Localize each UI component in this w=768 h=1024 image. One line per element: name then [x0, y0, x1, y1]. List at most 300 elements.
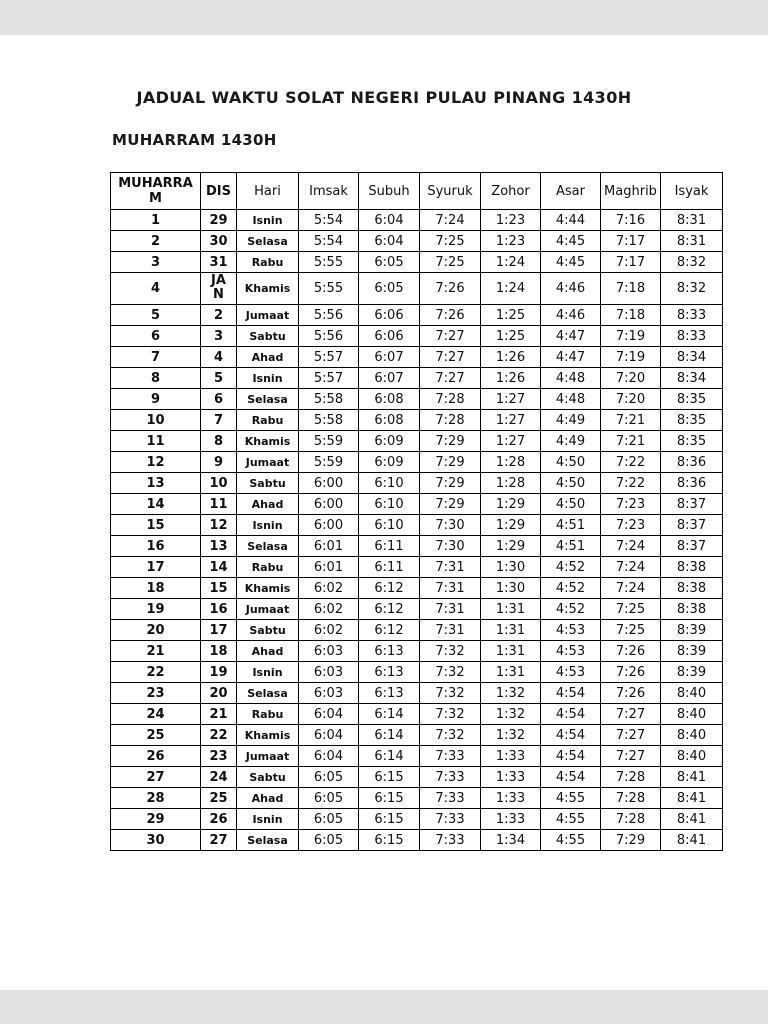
cell-hari: Selasa [237, 683, 299, 704]
cell-muharram: 19 [111, 599, 201, 620]
cell-zohor: 1:30 [481, 557, 541, 578]
cell-asar: 4:44 [541, 210, 601, 231]
cell-hari: Rabu [237, 557, 299, 578]
column-header-zohor: Zohor [481, 173, 541, 210]
cell-imsak: 5:57 [299, 368, 359, 389]
cell-zohor: 1:27 [481, 431, 541, 452]
cell-imsak: 6:02 [299, 620, 359, 641]
cell-muharram: 6 [111, 326, 201, 347]
cell-subuh: 6:14 [359, 704, 420, 725]
cell-imsak: 5:54 [299, 210, 359, 231]
cell-maghrib: 7:21 [601, 410, 661, 431]
cell-zohor: 1:31 [481, 641, 541, 662]
cell-hari: Rabu [237, 410, 299, 431]
cell-hari: Isnin [237, 368, 299, 389]
cell-subuh: 6:15 [359, 830, 420, 851]
cell-subuh: 6:08 [359, 410, 420, 431]
cell-imsak: 5:57 [299, 347, 359, 368]
cell-imsak: 6:02 [299, 578, 359, 599]
cell-syuruk: 7:31 [420, 578, 481, 599]
cell-hari: Isnin [237, 809, 299, 830]
table-row [111, 452, 723, 473]
cell-isyak: 8:36 [661, 452, 723, 473]
cell-asar: 4:54 [541, 767, 601, 788]
cell-zohor: 1:25 [481, 326, 541, 347]
cell-dis: 2 [201, 305, 237, 326]
table-row [111, 536, 723, 557]
cell-maghrib: 7:24 [601, 536, 661, 557]
cell-syuruk: 7:31 [420, 557, 481, 578]
cell-isyak: 8:31 [661, 210, 723, 231]
cell-isyak: 8:35 [661, 389, 723, 410]
cell-maghrib: 7:22 [601, 452, 661, 473]
cell-zohor: 1:30 [481, 578, 541, 599]
cell-hari: Ahad [237, 788, 299, 809]
cell-dis: 9 [201, 452, 237, 473]
cell-asar: 4:45 [541, 252, 601, 273]
cell-maghrib: 7:28 [601, 788, 661, 809]
cell-syuruk: 7:25 [420, 231, 481, 252]
table-row [111, 809, 723, 830]
cell-isyak: 8:40 [661, 725, 723, 746]
cell-asar: 4:51 [541, 515, 601, 536]
table-row [111, 746, 723, 767]
cell-isyak: 8:40 [661, 704, 723, 725]
cell-muharram: 27 [111, 767, 201, 788]
cell-syuruk: 7:33 [420, 809, 481, 830]
table-row [111, 557, 723, 578]
cell-maghrib: 7:25 [601, 599, 661, 620]
cell-maghrib: 7:29 [601, 830, 661, 851]
cell-imsak: 6:01 [299, 536, 359, 557]
cell-imsak: 5:59 [299, 452, 359, 473]
cell-imsak: 6:05 [299, 830, 359, 851]
table-row [111, 683, 723, 704]
cell-imsak: 6:05 [299, 809, 359, 830]
cell-hari: Sabtu [237, 326, 299, 347]
table-row [111, 641, 723, 662]
cell-isyak: 8:41 [661, 809, 723, 830]
cell-asar: 4:54 [541, 704, 601, 725]
cell-dis: 17 [201, 620, 237, 641]
cell-dis: 5 [201, 368, 237, 389]
cell-isyak: 8:36 [661, 473, 723, 494]
cell-subuh: 6:10 [359, 494, 420, 515]
cell-hari: Selasa [237, 389, 299, 410]
table-row [111, 389, 723, 410]
cell-subuh: 6:13 [359, 641, 420, 662]
cell-dis: 8 [201, 431, 237, 452]
cell-syuruk: 7:32 [420, 725, 481, 746]
cell-isyak: 8:31 [661, 231, 723, 252]
table-row [111, 305, 723, 326]
cell-imsak: 6:02 [299, 599, 359, 620]
cell-asar: 4:54 [541, 683, 601, 704]
cell-asar: 4:52 [541, 599, 601, 620]
cell-dis: 12 [201, 515, 237, 536]
column-header-dis: DIS [201, 173, 237, 210]
cell-asar: 4:48 [541, 368, 601, 389]
cell-isyak: 8:38 [661, 578, 723, 599]
cell-dis: 13 [201, 536, 237, 557]
cell-dis: 27 [201, 830, 237, 851]
cell-imsak: 5:56 [299, 305, 359, 326]
cell-dis: 30 [201, 231, 237, 252]
cell-dis: 25 [201, 788, 237, 809]
cell-isyak: 8:32 [661, 252, 723, 273]
cell-hari: Sabtu [237, 620, 299, 641]
cell-zohor: 1:32 [481, 704, 541, 725]
cell-syuruk: 7:25 [420, 252, 481, 273]
cell-maghrib: 7:26 [601, 683, 661, 704]
cell-muharram: 14 [111, 494, 201, 515]
table-row [111, 494, 723, 515]
cell-maghrib: 7:23 [601, 494, 661, 515]
cell-asar: 4:52 [541, 557, 601, 578]
cell-subuh: 6:04 [359, 210, 420, 231]
cell-subuh: 6:11 [359, 557, 420, 578]
cell-maghrib: 7:21 [601, 431, 661, 452]
cell-muharram: 4 [111, 273, 201, 305]
cell-zohor: 1:33 [481, 809, 541, 830]
cell-dis: 26 [201, 809, 237, 830]
cell-muharram: 5 [111, 305, 201, 326]
cell-muharram: 12 [111, 452, 201, 473]
cell-isyak: 8:35 [661, 410, 723, 431]
cell-isyak: 8:40 [661, 746, 723, 767]
cell-dis: 31 [201, 252, 237, 273]
cell-dis: 29 [201, 210, 237, 231]
cell-isyak: 8:41 [661, 830, 723, 851]
table-row [111, 273, 723, 305]
cell-syuruk: 7:31 [420, 620, 481, 641]
cell-imsak: 6:05 [299, 788, 359, 809]
cell-muharram: 17 [111, 557, 201, 578]
cell-maghrib: 7:28 [601, 767, 661, 788]
cell-dis: 15 [201, 578, 237, 599]
cell-maghrib: 7:24 [601, 578, 661, 599]
cell-imsak: 6:03 [299, 683, 359, 704]
cell-muharram: 3 [111, 252, 201, 273]
cell-asar: 4:52 [541, 578, 601, 599]
cell-imsak: 6:00 [299, 473, 359, 494]
cell-muharram: 18 [111, 578, 201, 599]
table-row [111, 599, 723, 620]
cell-zohor: 1:24 [481, 273, 541, 305]
cell-imsak: 5:59 [299, 431, 359, 452]
cell-syuruk: 7:24 [420, 210, 481, 231]
cell-zohor: 1:23 [481, 210, 541, 231]
cell-subuh: 6:12 [359, 599, 420, 620]
cell-subuh: 6:15 [359, 767, 420, 788]
cell-maghrib: 7:18 [601, 273, 661, 305]
prayer-times-table [110, 172, 723, 851]
cell-syuruk: 7:31 [420, 599, 481, 620]
cell-muharram: 9 [111, 389, 201, 410]
table-row [111, 231, 723, 252]
cell-isyak: 8:37 [661, 494, 723, 515]
cell-subuh: 6:05 [359, 273, 420, 305]
cell-maghrib: 7:24 [601, 557, 661, 578]
cell-subuh: 6:04 [359, 231, 420, 252]
cell-zohor: 1:33 [481, 746, 541, 767]
cell-syuruk: 7:32 [420, 662, 481, 683]
cell-hari: Khamis [237, 725, 299, 746]
cell-asar: 4:53 [541, 641, 601, 662]
cell-syuruk: 7:29 [420, 431, 481, 452]
cell-maghrib: 7:19 [601, 326, 661, 347]
table-row [111, 704, 723, 725]
cell-dis: 23 [201, 746, 237, 767]
cell-maghrib: 7:17 [601, 231, 661, 252]
cell-imsak: 6:00 [299, 515, 359, 536]
cell-asar: 4:50 [541, 452, 601, 473]
cell-muharram: 8 [111, 368, 201, 389]
cell-zohor: 1:33 [481, 767, 541, 788]
column-header-muharram: MUHARRAM [111, 173, 201, 210]
cell-hari: Ahad [237, 347, 299, 368]
cell-subuh: 6:07 [359, 368, 420, 389]
cell-maghrib: 7:17 [601, 252, 661, 273]
cell-imsak: 5:55 [299, 252, 359, 273]
cell-imsak: 5:55 [299, 273, 359, 305]
column-header-subuh: Subuh [359, 173, 420, 210]
cell-asar: 4:55 [541, 809, 601, 830]
cell-zohor: 1:29 [481, 536, 541, 557]
cell-maghrib: 7:23 [601, 515, 661, 536]
table-row [111, 410, 723, 431]
table-row [111, 620, 723, 641]
cell-asar: 4:46 [541, 273, 601, 305]
table-row [111, 431, 723, 452]
cell-imsak: 6:04 [299, 704, 359, 725]
cell-subuh: 6:07 [359, 347, 420, 368]
table-row [111, 347, 723, 368]
cell-zohor: 1:29 [481, 515, 541, 536]
cell-muharram: 22 [111, 662, 201, 683]
cell-syuruk: 7:32 [420, 683, 481, 704]
cell-muharram: 13 [111, 473, 201, 494]
cell-maghrib: 7:27 [601, 725, 661, 746]
cell-syuruk: 7:27 [420, 368, 481, 389]
cell-imsak: 6:05 [299, 767, 359, 788]
cell-asar: 4:50 [541, 494, 601, 515]
cell-isyak: 8:35 [661, 431, 723, 452]
cell-subuh: 6:06 [359, 326, 420, 347]
cell-maghrib: 7:25 [601, 620, 661, 641]
cell-maghrib: 7:16 [601, 210, 661, 231]
cell-muharram: 23 [111, 683, 201, 704]
table-row [111, 210, 723, 231]
cell-asar: 4:48 [541, 389, 601, 410]
cell-isyak: 8:33 [661, 305, 723, 326]
cell-dis [201, 273, 237, 305]
cell-subuh: 6:15 [359, 788, 420, 809]
cell-imsak: 5:54 [299, 231, 359, 252]
cell-muharram: 28 [111, 788, 201, 809]
cell-maghrib: 7:20 [601, 368, 661, 389]
cell-dis: 11 [201, 494, 237, 515]
cell-dis: 3 [201, 326, 237, 347]
cell-muharram: 10 [111, 410, 201, 431]
cell-zohor: 1:28 [481, 473, 541, 494]
cell-hari: Selasa [237, 231, 299, 252]
cell-imsak: 6:04 [299, 725, 359, 746]
cell-hari: Selasa [237, 536, 299, 557]
cell-syuruk: 7:29 [420, 494, 481, 515]
cell-hari: Jumaat [237, 305, 299, 326]
cell-syuruk: 7:27 [420, 347, 481, 368]
cell-hari: Selasa [237, 830, 299, 851]
cell-isyak: 8:32 [661, 273, 723, 305]
cell-isyak: 8:38 [661, 599, 723, 620]
cell-subuh: 6:13 [359, 662, 420, 683]
cell-zohor: 1:27 [481, 389, 541, 410]
cell-isyak: 8:38 [661, 557, 723, 578]
column-header-imsak: Imsak [299, 173, 359, 210]
cell-muharram: 7 [111, 347, 201, 368]
cell-syuruk: 7:28 [420, 389, 481, 410]
cell-zohor: 1:31 [481, 620, 541, 641]
cell-asar: 4:53 [541, 620, 601, 641]
table-row [111, 515, 723, 536]
cell-syuruk: 7:26 [420, 305, 481, 326]
cell-muharram: 16 [111, 536, 201, 557]
table-row [111, 578, 723, 599]
cell-hari: Ahad [237, 641, 299, 662]
cell-asar: 4:49 [541, 410, 601, 431]
cell-maghrib: 7:19 [601, 347, 661, 368]
cell-hari: Jumaat [237, 599, 299, 620]
cell-syuruk: 7:33 [420, 767, 481, 788]
column-header-maghrib: Maghrib [601, 173, 661, 210]
cell-hari: Jumaat [237, 452, 299, 473]
cell-maghrib: 7:26 [601, 641, 661, 662]
cell-hari: Khamis [237, 273, 299, 305]
cell-hari: Ahad [237, 494, 299, 515]
cell-maghrib: 7:27 [601, 746, 661, 767]
cell-syuruk: 7:30 [420, 515, 481, 536]
cell-hari: Rabu [237, 704, 299, 725]
cell-zohor: 1:27 [481, 410, 541, 431]
cell-syuruk: 7:33 [420, 788, 481, 809]
cell-imsak: 6:03 [299, 641, 359, 662]
cell-syuruk: 7:29 [420, 452, 481, 473]
cell-imsak: 6:03 [299, 662, 359, 683]
cell-muharram: 11 [111, 431, 201, 452]
page-title: JADUAL WAKTU SOLAT NEGERI PULAU PINANG 1430H [136, 88, 632, 107]
cell-dis-jan-wrapped: JAN [211, 273, 226, 302]
cell-subuh: 6:13 [359, 683, 420, 704]
cell-asar: 4:49 [541, 431, 601, 452]
cell-syuruk: 7:32 [420, 641, 481, 662]
cell-muharram: 21 [111, 641, 201, 662]
cell-dis: 19 [201, 662, 237, 683]
cell-asar: 4:53 [541, 662, 601, 683]
cell-muharram: 30 [111, 830, 201, 851]
cell-asar: 4:54 [541, 725, 601, 746]
cell-dis: 7 [201, 410, 237, 431]
cell-asar: 4:46 [541, 305, 601, 326]
cell-subuh: 6:14 [359, 725, 420, 746]
cell-imsak: 6:04 [299, 746, 359, 767]
cell-syuruk: 7:29 [420, 473, 481, 494]
cell-syuruk: 7:33 [420, 746, 481, 767]
cell-dis: 20 [201, 683, 237, 704]
table-row [111, 326, 723, 347]
cell-hari: Isnin [237, 210, 299, 231]
cell-subuh: 6:15 [359, 809, 420, 830]
table-row [111, 368, 723, 389]
cell-subuh: 6:10 [359, 473, 420, 494]
cell-zohor: 1:31 [481, 662, 541, 683]
cell-hari: Isnin [237, 662, 299, 683]
cell-dis: 10 [201, 473, 237, 494]
table-row [111, 725, 723, 746]
document-page [0, 35, 768, 990]
cell-zohor: 1:32 [481, 683, 541, 704]
cell-asar: 4:51 [541, 536, 601, 557]
cell-zohor: 1:25 [481, 305, 541, 326]
cell-asar: 4:55 [541, 788, 601, 809]
cell-subuh: 6:09 [359, 431, 420, 452]
cell-syuruk: 7:33 [420, 830, 481, 851]
cell-zohor: 1:24 [481, 252, 541, 273]
cell-muharram: 25 [111, 725, 201, 746]
table-row [111, 252, 723, 273]
cell-hari: Sabtu [237, 767, 299, 788]
cell-dis: 24 [201, 767, 237, 788]
cell-hari: Khamis [237, 431, 299, 452]
cell-imsak: 5:56 [299, 326, 359, 347]
cell-muharram: 26 [111, 746, 201, 767]
cell-zohor: 1:31 [481, 599, 541, 620]
cell-dis: 14 [201, 557, 237, 578]
cell-syuruk: 7:28 [420, 410, 481, 431]
cell-asar: 4:47 [541, 326, 601, 347]
cell-muharram: 24 [111, 704, 201, 725]
cell-zohor: 1:34 [481, 830, 541, 851]
cell-isyak: 8:37 [661, 515, 723, 536]
cell-maghrib: 7:27 [601, 704, 661, 725]
cell-subuh: 6:12 [359, 620, 420, 641]
cell-hari: Khamis [237, 578, 299, 599]
cell-hari: Isnin [237, 515, 299, 536]
table-row [111, 830, 723, 851]
cell-muharram: 2 [111, 231, 201, 252]
cell-dis: 21 [201, 704, 237, 725]
cell-zohor: 1:23 [481, 231, 541, 252]
cell-hari: Sabtu [237, 473, 299, 494]
cell-syuruk: 7:30 [420, 536, 481, 557]
cell-asar: 4:47 [541, 347, 601, 368]
cell-subuh: 6:12 [359, 578, 420, 599]
table-row [111, 767, 723, 788]
table-row [111, 788, 723, 809]
cell-imsak: 6:00 [299, 494, 359, 515]
cell-subuh: 6:14 [359, 746, 420, 767]
cell-maghrib: 7:18 [601, 305, 661, 326]
cell-dis: 16 [201, 599, 237, 620]
cell-zohor: 1:29 [481, 494, 541, 515]
cell-isyak: 8:39 [661, 641, 723, 662]
cell-isyak: 8:34 [661, 347, 723, 368]
cell-dis: 4 [201, 347, 237, 368]
cell-isyak: 8:41 [661, 788, 723, 809]
cell-zohor: 1:32 [481, 725, 541, 746]
cell-muharram: 20 [111, 620, 201, 641]
cell-maghrib: 7:26 [601, 662, 661, 683]
